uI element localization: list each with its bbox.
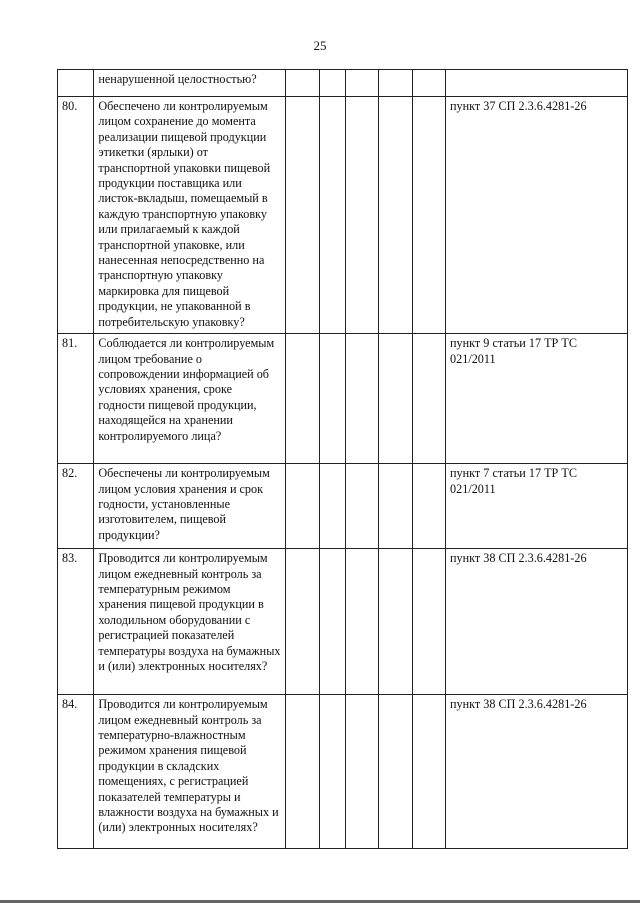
question-text: Соблюдается ли контролируемым лицом требование о сопровождении информацией об условиях хранения, сроке годности пищевой продукции, находящейся на хранении контролируемого лица? [94,334,286,464]
answer-extra-cell [379,549,412,695]
answer-yes-cell [286,334,319,464]
legal-reference [446,70,628,97]
legal-reference: пункт 9 статьи 17 ТР ТС 021/2011 [446,334,628,464]
answer-na-cell [346,70,379,97]
note-cell [412,97,445,334]
answer-yes-cell [286,70,319,97]
table-row [58,464,628,549]
row-number: 83. [58,549,94,695]
answer-yes-cell [286,97,319,334]
note-cell [412,70,445,97]
answer-yes-cell [286,695,319,849]
answer-na-cell [346,334,379,464]
answer-na-cell [346,695,379,849]
answer-yes-cell [286,464,319,549]
row-number: 81. [58,334,94,464]
answer-yes-cell [286,549,319,695]
table-row [58,70,628,97]
legal-reference: пункт 7 статьи 17 ТР ТС 021/2011 [446,464,628,549]
legal-reference: пункт 38 СП 2.3.6.4281-26 [446,695,628,849]
answer-no-cell [319,97,345,334]
note-cell [412,695,445,849]
question-text: ненарушенной целостностью? [94,70,286,97]
answer-no-cell [319,70,345,97]
question-text: Обеспечено ли контролируемым лицом сохранение до момента реализации пищевой продукции этикетки (ярлыки) от транспортной упаковки пищевой продукции поставщика или листок-вкладыш, помещаемый в каждую транспортную упаковку или прилагаемый к каждой транспортной упаковке, или нанесенная непосредственно на транспортную упаковку маркировка для пищевой продукции, не упакованной в потребительскую упаковку? [94,97,286,334]
answer-extra-cell [379,464,412,549]
answer-na-cell [346,97,379,334]
answer-na-cell [346,464,379,549]
answer-no-cell [319,334,345,464]
answer-no-cell [319,549,345,695]
answer-extra-cell [379,97,412,334]
answer-no-cell [319,695,345,849]
page-number: 25 [313,38,327,53]
question-text: Проводится ли контролируемым лицом ежедневный контроль за температурно-влажностным режимом хранения пищевой продукции в складских помещениях, с регистрацией показателей температуры и влажности воздуха на бумажных и (или) электронных носителях? [94,695,286,849]
note-cell [412,549,445,695]
table-row [58,549,628,695]
checklist-table [57,69,628,849]
legal-reference: пункт 38 СП 2.3.6.4281-26 [446,549,628,695]
answer-extra-cell [379,695,412,849]
row-number [58,70,94,97]
table-row [58,97,628,334]
legal-reference: пункт 37 СП 2.3.6.4281-26 [446,97,628,334]
row-number: 82. [58,464,94,549]
table-row [58,334,628,464]
question-text: Проводится ли контролируемым лицом ежедневный контроль за температурным режимом хранения пищевой продукции в холодильном оборудовании с регистрацией показателей температуры воздуха на бумажных и (или) электронных носителях? [94,549,286,695]
answer-no-cell [319,464,345,549]
note-cell [412,464,445,549]
answer-na-cell [346,549,379,695]
answer-extra-cell [379,334,412,464]
question-text: Обеспечены ли контролируемым лицом условия хранения и срок годности, установленные изготовителем, пищевой продукции? [94,464,286,549]
table-row [58,695,628,849]
note-cell [412,334,445,464]
row-number: 84. [58,695,94,849]
answer-extra-cell [379,70,412,97]
row-number: 80. [58,97,94,334]
